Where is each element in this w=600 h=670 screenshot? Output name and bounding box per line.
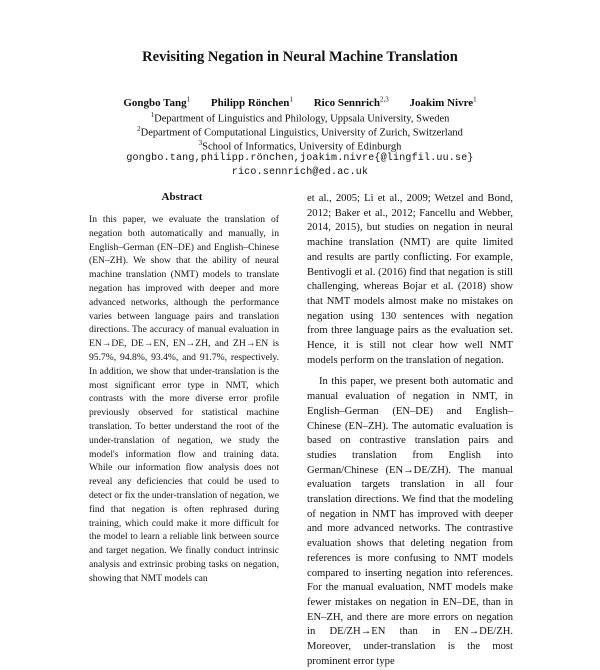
author-name: Philipp Rönchen <box>210 96 290 109</box>
affiliation <box>0 111 600 125</box>
paper-title: Revisiting Negation in Neural Machine Translation <box>142 49 458 65</box>
introduction-column <box>307 192 513 670</box>
author-name: Gongbo Tang <box>123 96 187 109</box>
author-name: Joakim Nivre <box>409 96 474 109</box>
body-paragraph: In this paper, we present both automatic and manual evaluation of negation in NMT, in English–German (EN–DE) and English–Chinese (EN–ZH). The automatic evaluation is based on contrastive translation pairs and studies translation from English into German/Chinese (EN→DE/ZH). The manual evaluation targets translation in all four translation directions. We find that the modeling of negation in NMT has improved with deeper and more advanced networks. The contrastive evaluation shows that deleting negation from references is more confusing to NMT models compared to inserting negation into references. For the manual evaluation, NMT models make fewer mistakes on negation in EN–DE, than in EN–ZH, and there are more errors on negation in DE/ZH→EN than in EN→DE/ZH. Moreover, under-translation is the most prominent error type <box>307 376 513 667</box>
author <box>314 97 389 109</box>
author-list <box>0 95 600 109</box>
affiliation <box>0 125 600 139</box>
affiliation-mark: 3 <box>198 139 203 147</box>
author <box>211 97 293 109</box>
abstract-heading: Abstract <box>161 191 203 203</box>
email-line[interactable]: rico.sennrich@ed.ac.uk <box>231 167 369 178</box>
affiliation-text: Department of Linguistics and Philology, Uppsala University, Sweden <box>154 113 450 125</box>
affiliation <box>0 139 600 153</box>
author-name: Rico Sennrich <box>313 96 380 109</box>
affiliation-mark: 2 <box>137 125 141 133</box>
author-affiliation-mark: 1 <box>289 95 293 103</box>
affiliation-mark: 1 <box>150 111 155 119</box>
author <box>123 97 190 109</box>
body-paragraph: et al., 2005; Li et al., 2009; Wetzel and Bond, 2012; Baker et al., 2012; Fancellu and Webber, 2014, 2015), but studies on negation in neural machine translation (NMT) are quite limited and results are partly conflicting. For example, Bentivogli et al. (2016) find that negation is still challenging, whereas Bojar et al. (2018) show that NMT models almost make no mistakes on negation using 130 sentences with negation from three language pairs as the evaluation set. Hence, it is still not clear how well NMT models perform on the translation of negation. <box>307 193 513 366</box>
author-affiliation-mark: 2,3 <box>380 95 389 103</box>
abstract-text: In this paper, we evaluate the translation of negation both automatically and manually, in English–German (EN–DE) and English–Chinese (EN–ZH). We show that the ability of neural machine translation (NMT) models to translate negation has improved with deeper and more advanced networks, although the performance varies between language pairs and translation directions. The accuracy of manual evaluation in EN→DE, DE→EN, EN→ZH, and ZH→EN is 95.7%, 94.8%, 93.4%, and 91.7%, respectively. In addition, we show that under-translation is the most significant error type in NMT, which contrasts with the more diverse error profile previously observed for statistical machine translation. To better understand the root of the under-translation of negation, we study the model's information flow and training data. While our information flow analysis does not reveal any deficiencies that could be used to detect or fix the under-translation of negation, we find that negation is often rephrased during training, which could make it more difficult for the model to learn a reliable link between source and target negation. We finally conduct intrinsic analysis and extrinsic probing tasks on negation, showing that NMT models can <box>89 214 280 584</box>
author-affiliation-mark: 1 <box>473 95 477 103</box>
affiliation-text: School of Informatics, University of Edinburgh <box>202 141 402 153</box>
email-line[interactable]: gongbo.tang,philipp.rönchen,joakim.nivre{@lingfil.uu.se} <box>126 153 474 164</box>
author <box>410 97 477 109</box>
affiliation-text: Department of Computational Linguistics, University of Zurich, Switzerland <box>140 127 463 139</box>
author-affiliation-mark: 1 <box>186 95 191 103</box>
